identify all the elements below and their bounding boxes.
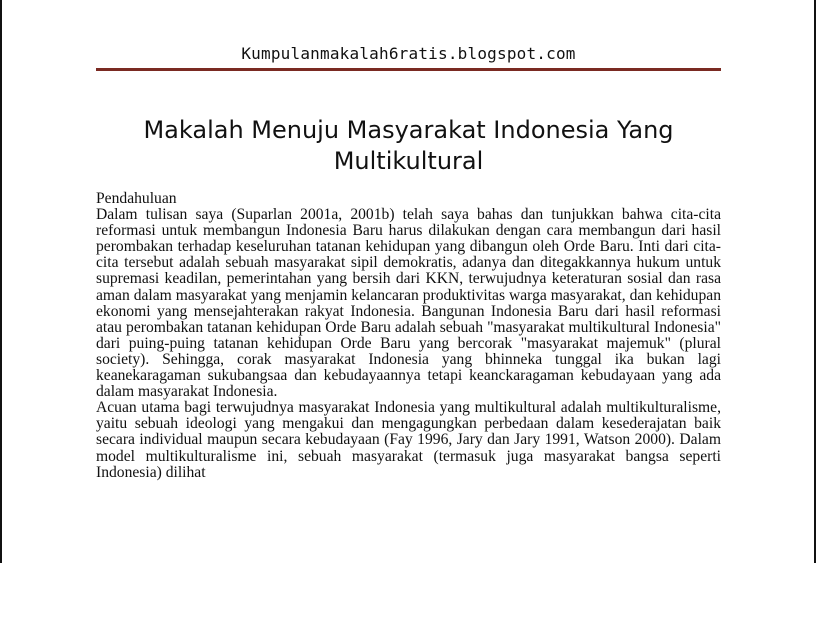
site-header: Kumpulanmakalah6ratis.blogspot.com — [241, 44, 576, 63]
section-heading: Pendahuluan — [96, 190, 177, 207]
document-title — [96, 115, 721, 177]
title-line-1: Makalah Menuju Masyarakat Indonesia Yang — [143, 116, 674, 144]
page-right-border — [814, 0, 816, 563]
page-left-border — [0, 0, 2, 563]
paragraph-1: Dalam tulisan saya (Suparlan 2001a, 2001b) telah saya bahas dan tunjukkan bahwa cita-cita reformasi untuk membangun Indonesia Baru harus dilakukan dengan cara membangun dari hasil perombakan terhadap keseluruhan tatanan kehidupan yang dibangun oleh Orde Baru. Inti dari cita-cita tersebut adalah sebuah masyarakat sipil demokratis, adanya dan ditegakkannya hukum untuk supremasi keadilan, pemerintahan yang bersih dari KKN, terwujudnya keteraturan sosial dan rasa aman dalam masyarakat yang menjamin kelancaran produktivitas warga masyarakat, dan kehidupan ekonomi yang mensejahterakan rakyat Indonesia. Bangunan Indonesia Baru dari hasil reformasi atau perombakan tatanan kehidupan Orde Baru adalah sebuah "masyarakat multikultural Indonesia" dari puing-puing tatanan kehidupan Orde Baru yang bercorak "masyarakat majemuk" (plural society). Sehingga, corak masyarakat Indonesia yang bhinneka tunggal ika bukan lagi keanekaragaman sukubangsaa dan kebudayaannya tetapi keanckaragaman kebudayaan yang ada dalam masyarakat Indonesia. — [96, 206, 721, 401]
paragraph-2: Acuan utama bagi terwujudnya masyarakat Indonesia yang multikultural adalah multikulturalisme, yaitu sebuah ideologi yang mengakui dan mengagungkan perbedaan dalam kesederajatan baik secara individual maupun secara kebudayaan (Fay 1996, Jary dan Jary 1991, Watson 2000). Dalam model multikulturalisme ini, sebuah masyarakat (termasuk juga masyarakat bangsa seperti Indonesia) dilihat — [96, 399, 721, 481]
header-rule — [96, 68, 721, 71]
document-body — [96, 191, 721, 481]
title-line-2: Multikultural — [333, 147, 484, 175]
